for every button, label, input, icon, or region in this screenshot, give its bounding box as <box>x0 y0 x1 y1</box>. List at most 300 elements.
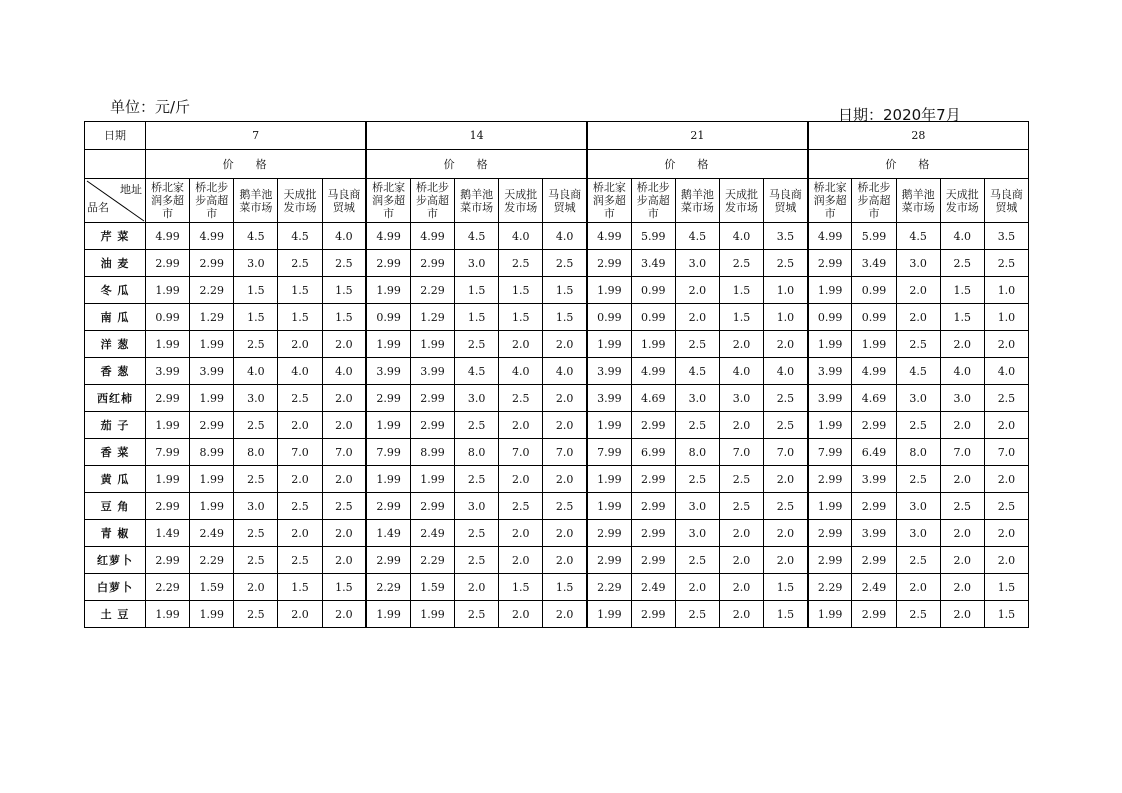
price-cell: 2.5 <box>896 331 940 358</box>
price-cell: 4.0 <box>543 223 587 250</box>
product-name-cell: 豆 角 <box>85 493 146 520</box>
price-cell: 1.99 <box>366 466 410 493</box>
price-cell: 7.99 <box>808 439 852 466</box>
price-cell: 4.5 <box>278 223 322 250</box>
price-cell: 1.5 <box>499 574 543 601</box>
price-cell: 1.5 <box>322 304 366 331</box>
price-cell: 0.99 <box>146 304 190 331</box>
price-cell: 1.99 <box>146 601 190 628</box>
price-cell: 2.0 <box>896 277 940 304</box>
price-cell: 2.0 <box>499 412 543 439</box>
price-cell: 2.0 <box>675 304 719 331</box>
price-cell: 2.0 <box>719 331 763 358</box>
table-row <box>85 493 1029 520</box>
price-cell: 2.99 <box>587 547 631 574</box>
price-cell: 2.0 <box>940 466 984 493</box>
price-cell: 1.99 <box>410 466 454 493</box>
price-cell: 1.99 <box>190 385 234 412</box>
price-cell: 2.0 <box>278 331 322 358</box>
price-cell: 2.5 <box>322 250 366 277</box>
price-cell: 1.0 <box>764 304 808 331</box>
price-cell: 2.5 <box>896 466 940 493</box>
price-cell: 2.5 <box>940 493 984 520</box>
price-cell: 2.0 <box>984 331 1028 358</box>
price-cell: 3.49 <box>852 250 896 277</box>
price-cell: 4.0 <box>984 358 1028 385</box>
market-header-cell: 马良商贸城 <box>543 179 587 223</box>
price-cell: 2.99 <box>808 520 852 547</box>
price-cell: 2.99 <box>852 493 896 520</box>
price-cell: 1.99 <box>146 277 190 304</box>
price-cell: 2.5 <box>278 385 322 412</box>
price-header-blank <box>85 150 146 179</box>
price-cell: 2.0 <box>234 574 278 601</box>
price-cell: 2.99 <box>852 412 896 439</box>
price-cell: 2.99 <box>366 385 410 412</box>
table-row <box>85 574 1029 601</box>
price-cell: 2.99 <box>146 547 190 574</box>
price-cell: 2.99 <box>410 250 454 277</box>
price-cell: 1.5 <box>940 304 984 331</box>
price-cell: 1.0 <box>984 304 1028 331</box>
price-cell: 4.69 <box>852 385 896 412</box>
price-cell: 4.5 <box>234 223 278 250</box>
price-cell: 6.49 <box>852 439 896 466</box>
price-cell: 2.5 <box>764 385 808 412</box>
price-cell: 2.0 <box>322 412 366 439</box>
price-header-row <box>85 150 1029 179</box>
price-cell: 1.5 <box>719 304 763 331</box>
price-cell: 2.49 <box>190 520 234 547</box>
price-cell: 1.5 <box>278 304 322 331</box>
market-header-cell: 鹅羊池菜市场 <box>455 179 499 223</box>
price-cell: 3.99 <box>587 358 631 385</box>
price-cell: 2.0 <box>278 520 322 547</box>
product-name-cell: 洋 葱 <box>85 331 146 358</box>
price-cell: 2.99 <box>190 412 234 439</box>
price-cell: 2.99 <box>631 520 675 547</box>
product-name-cell: 南 瓜 <box>85 304 146 331</box>
table-row <box>85 547 1029 574</box>
date-header-28: 28 <box>808 122 1029 150</box>
market-header-cell: 鹅羊池菜市场 <box>896 179 940 223</box>
price-cell: 2.0 <box>278 466 322 493</box>
table-row <box>85 358 1029 385</box>
price-cell: 3.99 <box>808 385 852 412</box>
price-cell: 4.99 <box>410 223 454 250</box>
price-cell: 2.99 <box>631 412 675 439</box>
table-row <box>85 250 1029 277</box>
market-header-cell: 天成批发市场 <box>278 179 322 223</box>
market-header-cell: 马良商贸城 <box>764 179 808 223</box>
price-cell: 2.99 <box>146 493 190 520</box>
price-cell: 2.0 <box>543 547 587 574</box>
price-cell: 2.0 <box>543 466 587 493</box>
price-header-label: 价格 <box>885 157 952 171</box>
price-cell: 0.99 <box>631 277 675 304</box>
price-cell: 4.0 <box>499 358 543 385</box>
date-header-14: 14 <box>366 122 587 150</box>
price-cell: 2.99 <box>587 250 631 277</box>
price-header-cell <box>587 150 808 179</box>
corner-address-label: 地址 <box>120 183 142 196</box>
price-cell: 2.29 <box>410 277 454 304</box>
price-cell: 2.5 <box>322 493 366 520</box>
product-name-cell: 冬 瓜 <box>85 277 146 304</box>
market-header-cell: 天成批发市场 <box>499 179 543 223</box>
price-cell: 2.5 <box>455 466 499 493</box>
price-cell: 2.5 <box>278 493 322 520</box>
price-cell: 8.0 <box>455 439 499 466</box>
price-cell: 1.5 <box>234 277 278 304</box>
price-cell: 1.5 <box>499 277 543 304</box>
price-cell: 2.5 <box>896 412 940 439</box>
price-cell: 3.0 <box>455 493 499 520</box>
price-header-cell <box>146 150 367 179</box>
price-cell: 4.99 <box>146 223 190 250</box>
price-cell: 2.5 <box>499 493 543 520</box>
price-cell: 1.99 <box>808 493 852 520</box>
price-cell: 1.99 <box>146 412 190 439</box>
price-cell: 3.5 <box>984 223 1028 250</box>
price-cell: 2.0 <box>764 520 808 547</box>
date-header-label: 日期 <box>85 122 146 150</box>
price-cell: 4.5 <box>455 223 499 250</box>
price-cell: 2.0 <box>543 601 587 628</box>
price-cell: 8.0 <box>234 439 278 466</box>
price-cell: 4.0 <box>499 223 543 250</box>
product-name-cell: 西红柿 <box>85 385 146 412</box>
price-cell: 3.0 <box>940 385 984 412</box>
price-cell: 2.0 <box>896 574 940 601</box>
price-cell: 1.99 <box>587 277 631 304</box>
price-cell: 1.5 <box>940 277 984 304</box>
price-cell: 2.0 <box>499 466 543 493</box>
price-cell: 2.0 <box>278 412 322 439</box>
price-cell: 4.0 <box>322 358 366 385</box>
price-cell: 1.99 <box>631 331 675 358</box>
product-name-cell: 香 葱 <box>85 358 146 385</box>
price-cell: 1.5 <box>278 574 322 601</box>
price-cell: 7.0 <box>984 439 1028 466</box>
price-cell: 2.0 <box>984 466 1028 493</box>
price-cell: 4.99 <box>631 358 675 385</box>
market-header-cell: 桥北家润多超市 <box>808 179 852 223</box>
price-cell: 1.5 <box>719 277 763 304</box>
price-cell: 3.99 <box>410 358 454 385</box>
price-cell: 3.99 <box>852 466 896 493</box>
price-cell: 2.5 <box>984 493 1028 520</box>
price-cell: 3.99 <box>808 358 852 385</box>
price-cell: 3.0 <box>455 250 499 277</box>
price-cell: 2.99 <box>410 385 454 412</box>
price-cell: 2.5 <box>234 601 278 628</box>
table-row <box>85 466 1029 493</box>
price-cell: 3.0 <box>234 493 278 520</box>
market-header-cell: 桥北步步高超市 <box>852 179 896 223</box>
price-cell: 8.0 <box>896 439 940 466</box>
price-cell: 4.0 <box>940 223 984 250</box>
price-cell: 8.0 <box>675 439 719 466</box>
price-cell: 4.99 <box>852 358 896 385</box>
market-header-cell: 马良商贸城 <box>322 179 366 223</box>
price-cell: 2.5 <box>234 547 278 574</box>
price-cell: 2.99 <box>410 412 454 439</box>
price-cell: 3.0 <box>675 493 719 520</box>
price-cell: 1.5 <box>543 574 587 601</box>
price-cell: 2.29 <box>190 547 234 574</box>
price-cell: 1.5 <box>322 574 366 601</box>
price-cell: 3.0 <box>896 493 940 520</box>
market-header-cell: 天成批发市场 <box>719 179 763 223</box>
product-name-cell: 香 菜 <box>85 439 146 466</box>
price-cell: 2.99 <box>410 493 454 520</box>
price-cell: 7.0 <box>322 439 366 466</box>
price-cell: 4.0 <box>719 358 763 385</box>
price-cell: 2.99 <box>587 520 631 547</box>
price-cell: 3.0 <box>896 250 940 277</box>
price-cell: 2.29 <box>366 574 410 601</box>
price-cell: 3.49 <box>631 250 675 277</box>
price-cell: 3.0 <box>455 385 499 412</box>
price-cell: 2.0 <box>940 574 984 601</box>
price-cell: 2.0 <box>543 520 587 547</box>
price-cell: 2.99 <box>631 466 675 493</box>
price-cell: 2.0 <box>764 331 808 358</box>
price-cell: 3.5 <box>764 223 808 250</box>
price-cell: 4.5 <box>455 358 499 385</box>
price-cell: 2.5 <box>764 250 808 277</box>
price-cell: 2.0 <box>543 412 587 439</box>
price-cell: 7.99 <box>587 439 631 466</box>
price-cell: 2.0 <box>984 412 1028 439</box>
product-name-cell: 黄 瓜 <box>85 466 146 493</box>
price-cell: 2.0 <box>543 385 587 412</box>
price-cell: 3.99 <box>190 358 234 385</box>
product-name-cell: 青 椒 <box>85 520 146 547</box>
price-cell: 3.99 <box>587 385 631 412</box>
price-cell: 1.5 <box>543 277 587 304</box>
price-cell: 8.99 <box>190 439 234 466</box>
table-row <box>85 331 1029 358</box>
market-header-cell: 鹅羊池菜市场 <box>675 179 719 223</box>
price-cell: 8.99 <box>410 439 454 466</box>
price-cell: 2.0 <box>499 547 543 574</box>
table-row <box>85 412 1029 439</box>
price-cell: 2.5 <box>455 547 499 574</box>
market-header-cell: 桥北家润多超市 <box>146 179 190 223</box>
product-name-cell: 白萝卜 <box>85 574 146 601</box>
price-cell: 4.99 <box>366 223 410 250</box>
price-cell: 1.99 <box>190 493 234 520</box>
price-cell: 1.99 <box>146 466 190 493</box>
price-cell: 2.5 <box>234 331 278 358</box>
date-header-7: 7 <box>146 122 367 150</box>
price-cell: 2.99 <box>146 250 190 277</box>
price-cell: 1.29 <box>190 304 234 331</box>
price-cell: 2.0 <box>896 304 940 331</box>
price-cell: 2.5 <box>455 520 499 547</box>
price-cell: 2.5 <box>940 250 984 277</box>
price-cell: 2.99 <box>852 601 896 628</box>
price-cell: 3.0 <box>675 385 719 412</box>
price-cell: 4.5 <box>896 358 940 385</box>
market-header-cell: 桥北步步高超市 <box>190 179 234 223</box>
price-cell: 0.99 <box>852 304 896 331</box>
price-cell: 7.0 <box>543 439 587 466</box>
price-cell: 2.5 <box>675 547 719 574</box>
product-name-cell: 茄 子 <box>85 412 146 439</box>
price-cell: 3.0 <box>675 520 719 547</box>
price-cell: 2.5 <box>543 493 587 520</box>
market-header-row <box>85 179 1029 223</box>
price-cell: 1.5 <box>984 601 1028 628</box>
price-cell: 2.5 <box>719 493 763 520</box>
price-cell: 2.5 <box>499 250 543 277</box>
price-cell: 2.99 <box>631 493 675 520</box>
date-header-21: 21 <box>587 122 808 150</box>
price-cell: 7.0 <box>719 439 763 466</box>
price-cell: 3.0 <box>719 385 763 412</box>
product-name-cell: 土 豆 <box>85 601 146 628</box>
price-cell: 7.0 <box>940 439 984 466</box>
price-cell: 2.99 <box>631 601 675 628</box>
price-cell: 1.5 <box>455 277 499 304</box>
price-cell: 2.0 <box>940 547 984 574</box>
price-cell: 1.59 <box>410 574 454 601</box>
market-header-cell: 桥北步步高超市 <box>631 179 675 223</box>
price-cell: 2.5 <box>278 547 322 574</box>
price-cell: 1.29 <box>410 304 454 331</box>
price-cell: 1.5 <box>764 601 808 628</box>
price-cell: 2.0 <box>984 547 1028 574</box>
price-cell: 2.49 <box>631 574 675 601</box>
price-cell: 2.99 <box>366 547 410 574</box>
price-cell: 2.0 <box>764 547 808 574</box>
price-cell: 2.0 <box>499 331 543 358</box>
price-cell: 2.5 <box>455 601 499 628</box>
price-cell: 2.5 <box>278 250 322 277</box>
price-cell: 2.5 <box>896 601 940 628</box>
price-cell: 5.99 <box>852 223 896 250</box>
price-cell: 4.99 <box>587 223 631 250</box>
corner-header-cell <box>85 179 146 223</box>
price-table <box>84 121 1029 628</box>
price-cell: 3.0 <box>675 250 719 277</box>
price-cell: 1.0 <box>764 277 808 304</box>
price-cell: 3.0 <box>234 385 278 412</box>
price-cell: 2.0 <box>984 520 1028 547</box>
price-cell: 0.99 <box>808 304 852 331</box>
price-cell: 2.5 <box>896 547 940 574</box>
price-cell: 2.5 <box>234 412 278 439</box>
price-header-cell <box>808 150 1029 179</box>
price-cell: 1.99 <box>587 331 631 358</box>
table-row <box>85 520 1029 547</box>
price-cell: 1.5 <box>984 574 1028 601</box>
table-row <box>85 304 1029 331</box>
price-cell: 2.0 <box>719 574 763 601</box>
table-row <box>85 277 1029 304</box>
price-cell: 4.5 <box>675 223 719 250</box>
price-cell: 2.0 <box>543 331 587 358</box>
price-cell: 2.5 <box>499 385 543 412</box>
price-cell: 7.99 <box>366 439 410 466</box>
price-cell: 6.99 <box>631 439 675 466</box>
price-cell: 4.5 <box>675 358 719 385</box>
price-cell: 2.99 <box>146 385 190 412</box>
price-cell: 1.99 <box>366 331 410 358</box>
price-cell: 1.99 <box>410 331 454 358</box>
table-row <box>85 439 1029 466</box>
price-cell: 4.0 <box>322 223 366 250</box>
price-cell: 2.99 <box>631 547 675 574</box>
price-cell: 4.0 <box>764 358 808 385</box>
price-cell: 2.5 <box>764 493 808 520</box>
price-cell: 0.99 <box>631 304 675 331</box>
price-cell: 3.0 <box>234 250 278 277</box>
price-cell: 1.5 <box>543 304 587 331</box>
price-cell: 2.29 <box>410 547 454 574</box>
table-row <box>85 601 1029 628</box>
price-cell: 2.99 <box>808 547 852 574</box>
price-cell: 7.0 <box>278 439 322 466</box>
corner-product-label: 品名 <box>87 201 109 214</box>
product-name-cell: 芹 菜 <box>85 223 146 250</box>
price-cell: 1.99 <box>190 331 234 358</box>
price-cell: 2.5 <box>675 466 719 493</box>
price-header-cell <box>366 150 587 179</box>
price-cell: 2.0 <box>719 547 763 574</box>
price-cell: 1.99 <box>587 601 631 628</box>
price-cell: 1.5 <box>499 304 543 331</box>
price-cell: 1.49 <box>146 520 190 547</box>
table-row <box>85 385 1029 412</box>
price-cell: 2.49 <box>852 574 896 601</box>
price-cell: 1.99 <box>366 412 410 439</box>
price-cell: 2.0 <box>322 547 366 574</box>
price-cell: 2.5 <box>764 412 808 439</box>
price-cell: 1.59 <box>190 574 234 601</box>
price-cell: 2.0 <box>322 466 366 493</box>
price-cell: 1.99 <box>366 601 410 628</box>
product-name-cell: 油 麦 <box>85 250 146 277</box>
price-cell: 4.99 <box>190 223 234 250</box>
price-cell: 2.29 <box>146 574 190 601</box>
price-cell: 1.0 <box>984 277 1028 304</box>
price-cell: 2.99 <box>190 250 234 277</box>
price-cell: 2.0 <box>940 601 984 628</box>
price-cell: 7.0 <box>499 439 543 466</box>
price-cell: 2.5 <box>675 601 719 628</box>
price-cell: 2.0 <box>322 520 366 547</box>
price-cell: 7.0 <box>764 439 808 466</box>
price-cell: 7.99 <box>146 439 190 466</box>
price-cell: 2.29 <box>587 574 631 601</box>
price-cell: 2.0 <box>499 601 543 628</box>
price-cell: 2.5 <box>984 385 1028 412</box>
price-cell: 2.0 <box>719 412 763 439</box>
unit-label: 单位：元/斤 <box>110 98 191 116</box>
price-cell: 2.5 <box>455 331 499 358</box>
price-cell: 1.99 <box>190 601 234 628</box>
price-cell: 2.0 <box>322 601 366 628</box>
price-cell: 1.99 <box>410 601 454 628</box>
price-cell: 1.5 <box>455 304 499 331</box>
price-cell: 2.5 <box>984 250 1028 277</box>
price-cell: 0.99 <box>587 304 631 331</box>
price-cell: 0.99 <box>852 277 896 304</box>
